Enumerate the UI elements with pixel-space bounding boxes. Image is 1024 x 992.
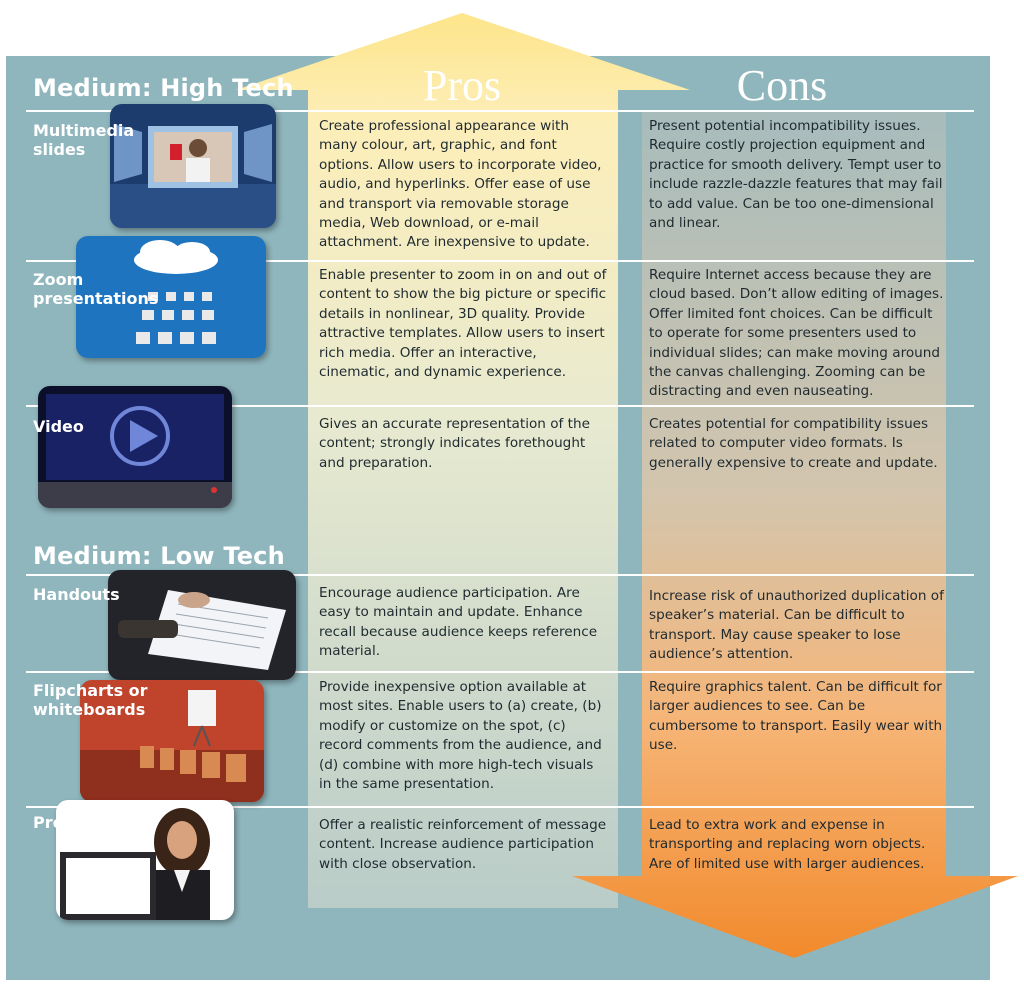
section-title-low-tech: Medium: Low Tech [33,542,285,570]
cons-flipcharts: Require graphics talent. Can be difficult for larger audiences to see. Can be cumbersome to transport. Easily wear with use. [649,679,943,754]
pros-multimedia-slides: Create professional appearance with many colour, art, graphic, and font options. Allow users to incorporate video, audio, and hyperlinks. Offer ease of use and transport via removable storage media, Web download, or e-mail attachment. Are inexpensive to update. [319,118,602,251]
row-label-flipcharts: Flipcharts or whiteboards [33,681,148,719]
row-label-multimedia-slides: Multimedia slides [33,121,135,159]
pros-header: Pros [422,61,502,110]
cons-multimedia-slides: Present potential incompatibility issues. Require costly projection equipment and practice for smooth delivery. Tempt user to include razzle-dazzle features that may fail to add value. Can be too one-dimensional and linear. [649,118,943,232]
row-label-props: Props [33,813,85,832]
cons-handouts: Increase risk of unauthorized duplication of speaker’s material. Can be difficult to transport. May cause speaker to lose audience’s attention. [649,588,944,663]
section-title-high-tech: Medium: High Tech [33,74,294,102]
row-label-video: Video [33,417,84,436]
pros-flipcharts: Provide inexpensive option available at most sites. Enable users to (a) create, (b) modify or customize on the spot, (c) record comments from the audience, and (d) combine with more high-tech visuals in the same presentation. [319,679,602,793]
cons-header: Cons [736,61,828,110]
pros-handouts: Encourage audience participation. Are easy to maintain and update. Enhance recall because audience keeps reference material. [319,585,598,660]
pros-video: Gives an accurate representation of the content; strongly indicates forethought and preparation. [319,416,590,471]
row-label-handouts: Handouts [33,585,120,604]
cons-props: Lead to extra work and expense in transporting and replacing worn objects. Are of limited use with larger audiences. [649,817,926,872]
cons-video: Creates potential for compatibility issues related to computer video formats. Is generally expensive to create and update. [649,416,938,471]
video-image [38,386,232,508]
row-label-zoom-presentations: Zoom presentations [33,270,159,308]
cons-zoom-presentations: Require Internet access because they are cloud based. Don’t allow editing of images. Offer limited font choices. Can be difficult to operate for some presenters used to individual slides; can make moving around the canvas challenging. Zooming can be distracting and even nauseating. [649,267,944,400]
pros-props: Offer a realistic reinforcement of message content. Increase audience participation with close observation. [319,817,607,872]
pros-zoom-presentations: Enable presenter to zoom in on and out of content to show the big picture or specific details in nonlinear, 3D quality. Provide attractive templates. Allow users to insert rich media. Offer an interactive, cinematic, and dynamic experience. [319,267,607,381]
